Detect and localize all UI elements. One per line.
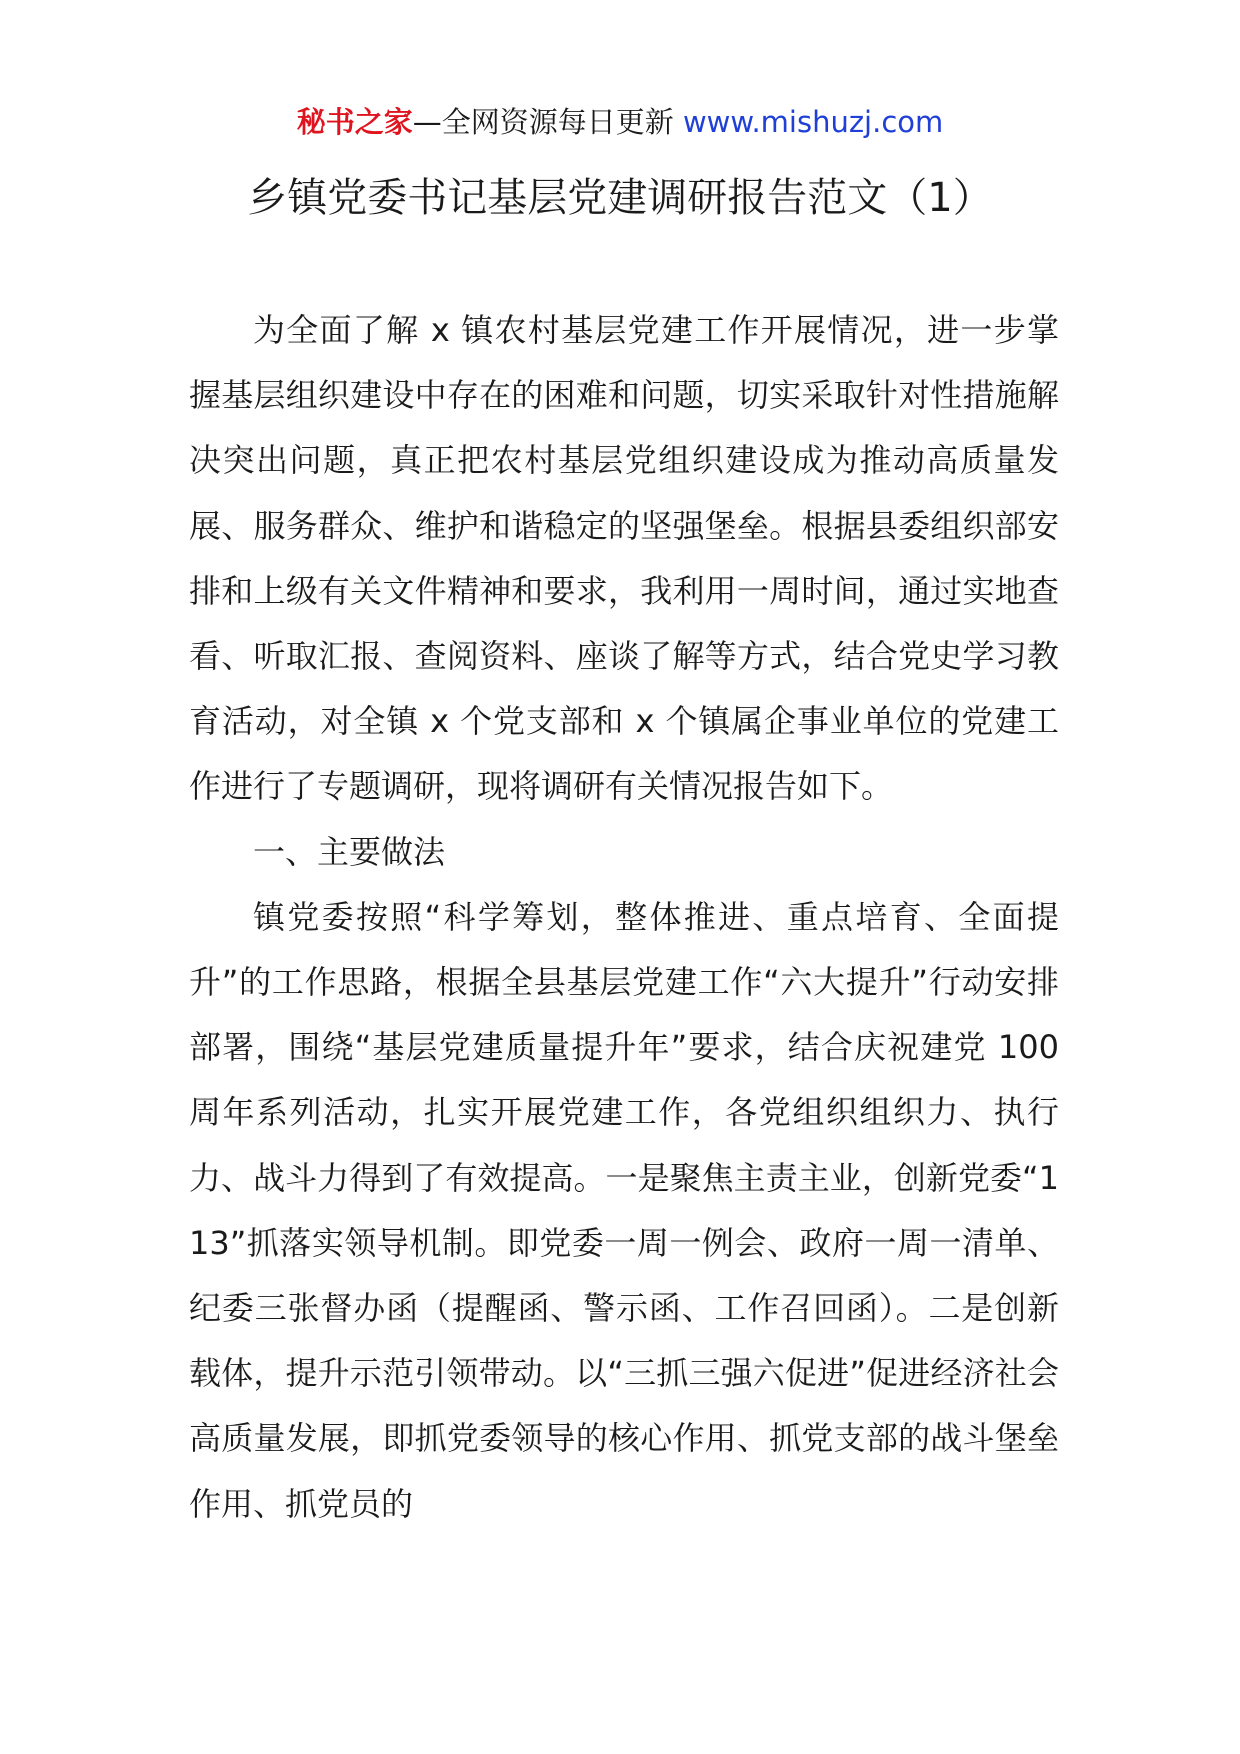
site-tagline: —全网资源每日更新 [412, 105, 674, 139]
document-body [189, 298, 1059, 1537]
site-header [0, 102, 1240, 142]
document-title: 乡镇党委书记基层党建调研报告范文（1） [247, 175, 993, 221]
intro-paragraph: 为全面了解 x 镇农村基层党建工作开展情况，进一步掌握基层组织建设中存在的困难和问题，切实采取针对性措施解决突出问题，真正把农村基层党组织建设成为推动高质量发展、服务群众、维护和谐稳定的坚强堡垒。根据县委组织部安排和上级有关文件精神和要求，我利用一周时间，通过实地查看、听取汇报、查阅资料、座谈了解等方式，结合党史学习教育活动，对全镇 x 个党支部和 x 个镇属企事业单位的党建工作进行了专题调研，现将调研有关情况报告如下。 [189, 311, 1059, 806]
section-heading: 一、主要做法 [253, 832, 446, 871]
site-brand: 秘书之家 [296, 105, 413, 139]
site-url-link[interactable]: www.mishuzj.com [682, 105, 944, 139]
section-paragraph: 镇党委按照“科学筹划，整体推进、重点培育、全面提升”的工作思路，根据全县基层党建工作“六大提升”行动安排部署，围绕“基层党建质量提升年”要求，结合庆祝建党 100 周年系列活动，扎实开展党建工作，各党组织组织力、执行力、战斗力得到了有效提高。一是聚焦主责主业，创新党委“113”抓落实领导机制。即党委一周一例会、政府一周一清单、纪委三张督办函（提醒函、警示函、工作召回函）。二是创新载体，提升示范引领带动。以“三抓三强六促进”促进经济社会高质量发展，即抓党委领导的核心作用、抓党支部的战斗堡垒作用、抓党员的 [189, 897, 1059, 1523]
